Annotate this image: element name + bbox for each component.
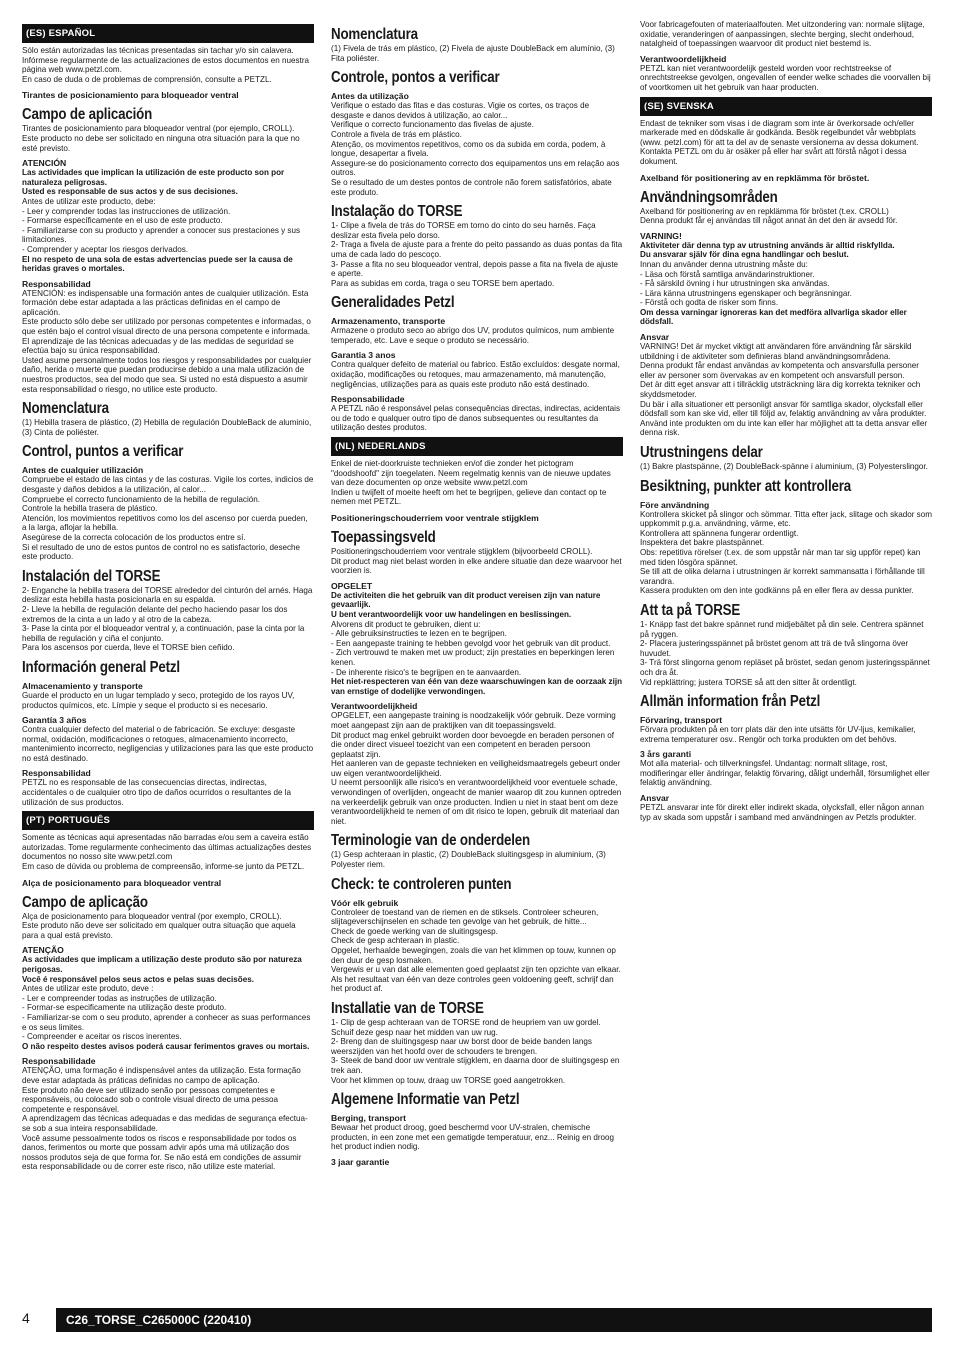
- paragraph: Compruebe el estado de las cintas y de las costuras. Vigile los cortes, indicios de desgaste y daños debidos a la utilización, al calor... Compruebe el correcto funcionamiento de la hebilla de regulación. Controle la hebilla trasera de plástico. Atención, los movimientos repetitivos como los del ascenso por cuerda pueden, a la larga, aflojar la hebilla. Asegúrese de la correcta colocación de los productos entre sí. Si el resultado de uno de estos puntos de control no es satisfactorio, deseche este producto.: [22, 475, 314, 562]
- warning-paragraph: As actividades que implicam a utilização deste produto são por natureza perigosas. Você é responsável pelos seus actos e pelas suas decisões.: [22, 955, 302, 984]
- section-heading: Nomenclatura: [22, 400, 109, 418]
- subsection-heading: Almacenamiento y transporte: [22, 680, 143, 691]
- section-heading: Campo de aplicação: [22, 893, 148, 911]
- section-heading: Terminologie van de onderdelen: [331, 832, 531, 850]
- subsection-heading: Responsabilidad: [22, 768, 91, 779]
- paragraph: 2- Enganche la hebilla trasera del TORSE alrededor del cinturón del arnés. Haga deslizar esta hebilla hasta posicionarla en su espalda. 2- Lleve la hebilla de regulación delante del pecho haciendo pasar los dos extremos de la cinta a un lado y al otro de la cabeza. 3- Pase la cinta por el bloqueador ventral y, a continuación, pase la cinta por la hebilla de regulación y ciña el conjunto. Para los ascensos por cuerda, lleve el TORSE bien ceñido.: [22, 585, 313, 653]
- paragraph: Antes de utilizar este producto, debe: - Leer y comprender todas las instrucciones de utilización. - Formarse específicamente en el uso de este producto. - Familiarizarse con su producto y aprender a conocer sus prestaciones y sus limitaciones. - Comprender y aceptar los riesgos derivados.: [22, 196, 301, 254]
- subsection-heading: ATENCIÓN: [22, 158, 67, 169]
- section-heading: Instalación del TORSE: [22, 567, 161, 585]
- warning-paragraph: O não respeito destes avisos poderá causar ferimentos graves ou mortais.: [22, 1041, 310, 1051]
- paragraph: (1) Hebilla trasera de plástico, (2) Hebilla de regulación DoubleBack de aluminio, (3) Cinta de poliéster.: [22, 418, 312, 437]
- section-heading: Campo de aplicación: [22, 106, 153, 124]
- column-1: [22, 20, 314, 1172]
- subsection-heading: ATENÇÃO: [22, 945, 64, 956]
- warning-paragraph: Las actividades que implican la utilización de este producto son por naturaleza peligrosas. Usted es responsable de sus actos y de sus decisiones.: [22, 168, 285, 197]
- paragraph: A PETZL não é responsável pelas consequências directas, indirectas, acidentais ou de todo e qualquer outro tipo de danos subsequentes ou resultantes da utilização destes produtos.: [331, 404, 620, 433]
- section-heading: Controle, pontos a verificar: [331, 69, 500, 87]
- product-description: Tirantes de posicionamiento para bloqueador ventral: [22, 90, 239, 101]
- paragraph: Sólo están autorizadas las técnicas presentadas sin tachar y/o sin calavera. Infórmese regularmente de las actualizaciones de estos documentos en nuestra página web www.petzl.com. En caso de duda o de problemas de comprensión, consulte a PETZL.: [22, 46, 310, 84]
- paragraph: ATENÇÃO, uma formação é indispensável antes da utilização. Esta formação deve estar adaptada às práticas definidas no campo de aplicação. Este produto não deve ser utilizado senão por pessoas competentes e responsáveis, ou colocado sob o controle visual directo de uma pessoa competente e responsável. A aprendizagem das técnicas adequadas e das medidas de segurança efectua-se sob a sua inteira responsabilidade. Você assume pessoalmente todos os riscos e responsabilidade por todos os danos, ferimentos ou morte que possam advir após uma má utilização dos nossos produtos seja de que forma for. Se não está em condições de assumir esta responsabilidade ou de correr este risco, não utilize este material.: [22, 1066, 308, 1172]
- paragraph: 1- Clip de gesp achteraan van de TORSE rond de heupriem van uw gordel. Schuif deze gesp naar het midden van uw rug. 2- Breng dan de sluitingsgesp naar uw borst door de beide banden langs weerszijden van het hoofd over de schouders te brengen. 3- Steek de band door uw ventrale stijgklem, en daarna door de sluitingsgesp en trek aan. Voor het klimmen op touw, draag uw TORSE goed aangetrokken.: [331, 1017, 620, 1085]
- subsection-heading: Garantía 3 años: [22, 715, 87, 726]
- paragraph: Contra cualquier defecto del material o de fabricación. Se excluye: desgaste normal, oxidación, modificaciones o retoques, almacenamiento incorrecto, mantenimiento incorrecto, negligencias y utilizaciones para las que este producto no está destinado.: [22, 725, 314, 763]
- subsection-heading: Ansvar: [640, 332, 670, 343]
- paragraph: 1- Knäpp fast det bakre spännet rund midjebältet på din sele. Centrera spännet på ryggen. 2- Placera justeringsspännet på bröstet genom att trä de två slingorna över huvudet. 3- Trä först slingorna genom repläset på bröstet, sedan genom justeringsspännet och dra åt. Vid repklättring; justera TORSE så att den sitter åt ordentligt.: [640, 619, 930, 687]
- subsection-heading: Vóór elk gebruik: [331, 897, 399, 908]
- paragraph: PETZL ansvarar inte för direkt eller indirekt skada, olycksfall, eller någon annan typ av skada som uppstår i samband med användningen av Petzls produkter.: [640, 803, 925, 822]
- subsection-heading: Antes de cualquier utilización: [22, 465, 144, 476]
- subsection-heading: Verantwoordelijkheid: [640, 53, 727, 64]
- paragraph: ATENCIÓN: es indispensable una formación antes de cualquier utilización. Esta formación debe estar adaptada a las prácticas definidas en el campo de aplicación. Este producto sólo debe ser utilizado por personas competentes e informadas, o que estén bajo el control visual directo de una persona competente e informada. El aprendizaje de las técnicas adecuadas y de las medidas de seguridad se efectúa bajo su única responsabilidad. Usted asume personalmente todos los riesgos y responsabilidades por cualquier daño, herida o muerte que puedan producirse debido a una mala utilización de nuestros productos, sea del modo que sea. Si usted no está dispuesto a asumir esta responsabilidad o riesgo, no utilice este producto.: [22, 288, 312, 394]
- section-heading: Toepassingsveld: [331, 529, 436, 546]
- subsection-heading: Före användning: [640, 499, 710, 510]
- subsection-heading: Förvaring, transport: [640, 715, 723, 726]
- section-heading: Användningsområden: [640, 188, 778, 206]
- paragraph: Innan du använder denna utrustning måste du: - Läsa och förstå samtliga användarinstruktioner. - Få särskild övning i hur utrustningen ska användas. - Lära känna utrustningens egenskaper och begränsningar. - Förstå och godta de risker som finns.: [640, 259, 852, 308]
- paragraph: (1) Fivela de trás em plástico, (2) Fivela de ajuste DoubleBack em alumínio, (3) Fita poliéster.: [331, 44, 615, 63]
- subsection-heading: Antes da utilização: [331, 91, 409, 102]
- section-heading: Check: te controleren punten: [331, 875, 512, 893]
- paragraph: (1) Gesp achteraan in plastic, (2) DoubleBack sluitingsgesp in aluminium, (3) Polyester riem.: [331, 850, 606, 870]
- paragraph: Guarde el producto en un lugar templado y seco, protegido de los rayos UV, productos químicos, etc. Límpie y seque el producto si es necesario.: [22, 690, 295, 710]
- paragraph: Controleer de toestand van de riemen en de stiksels. Controleer scheuren, slijtageverschijnselen en schade ten gevolge van het gebruik, de hitte... Check de goede werking van de sluitingsgesp. Check de gesp achteraan in plastic. Opgelet, herhaalde bewegingen, zoals die van het klimmen op touw, kunnen op den duur de gesp losmaken. Vergewis er u van dat alle elementen goed geplaatst zijn ten opzichte van elkaar. Als het resultaat van één van deze controles geen voldoening geeft, schrijf dan het product af.: [331, 907, 621, 994]
- paragraph: OPGELET, een aangepaste training is noodzakelijk vóór gebruik. Deze vorming moet aangepast zijn aan de praktijken van dit toepassingsveld. Dit product mag enkel gebruikt worden door bevoegde en beraden personen of die onder direct visueel toezicht van een competent en beraden persoon geplaatst zijn. Het aanleren van de gepaste technieken en veiligheidsmaatregels gebeurt onder uw eigen verantwoordelijkheid. U neemt persoonlijk alle risico's en verantwoordelijkheid voor eventuele schade, verwondingen of overlijden, ongeacht de manier waarop dit zou kunnen optreden na verkeerdelijk gebruik van onze producten. Indien u niet in staat bent om deze verantwoordelijkheid te nemen of om dit risico te lopen, gebruik dit materiaal dan niet.: [331, 711, 622, 826]
- section-heading: Besiktning, punkter att kontrollera: [640, 477, 852, 495]
- paragraph: Somente as técnicas aqui apresentadas não barradas e/ou sem a caveira estão autorizadas. Tome regularmente conhecimento das últimas actualizações destes documentos no nosso site www.petzl.com Em caso de dúvida ou problema de compreensão, informe-se junto da PETZL.: [22, 833, 312, 872]
- section-heading: Algemene Informatie van Petzl: [331, 1091, 520, 1109]
- product-description: Alça de posicionamento para bloqueador ventral: [22, 877, 222, 888]
- footer-doc-code: C26_TORSE_C265000C (220410): [56, 1308, 932, 1332]
- language-section-header: (SE) SVENSKA: [640, 97, 932, 116]
- subsection-heading: Armazenamento, transporte: [331, 316, 446, 327]
- section-heading: Nomenclatura: [331, 26, 418, 43]
- paragraph: Alça de posicionamento para bloqueador ventral (por exemplo, CROLL). Este produto não deve ser solicitado em qualquer outra situação que aquela para a qual está previsto.: [22, 911, 296, 940]
- paragraph: Kontrollera skicket på slingor och sömmar. Titta efter jack, slitage och skador som uppkommit p.g.a. användning, värme, etc. Kontrollera att spännena fungerar ordentligt. Inspektera det bakre plastspännet. Obs: repetitiva rörelser (t.ex. de som uppstår när man tar sig uppför repet) kan med tiden lösgöra spännet. Se till att de olika delarna i utrustningen är korrekt sammansatta i förhållande till varandra. Kassera produkten om den inte godkänns på en eller flera av dessa punkter.: [640, 509, 932, 596]
- product-description: Axelband för positionering av en repklämma för bröstet.: [640, 172, 870, 183]
- column-3: [640, 20, 932, 822]
- paragraph: VARNING! Det är mycket viktigt att användaren före användning får särskild utbildning i de aktiviteter som definieras bland användningsområdena. Denna produkt får endast användas av kompetenta och ansvarsfulla personer eller av personer som övervakas av en kompetent och ansvarsfull person. Det är ditt eget ansvar att i tillräcklig utsträckning lära dig korrekta tekniker och skyddsmetoder. Du bär i alla situationer ett personligt ansvar för samtliga skador, olycksfall eller dödsfall som kan ske vid, eller till följd av, felaktig användning av våra produkter. Använd inte produkten om du inte kan eller har möjlighet att ta detta ansvar eller denna risk.: [640, 342, 928, 438]
- paragraph: Förvara produkten på en torr plats där den inte utsätts för UV-ljus, kemikalier, extrema temperaturer osv.. Rengör och torka produkten om det behövs.: [640, 725, 916, 744]
- paragraph: Alvorens dit product te gebruiken, dient u: - Alle gebruiksinstructies te lezen en te begrijpen. - Een aangepaste training te hebben gevolgd voor het gebruik van dit product. - Zich vertrouwd te maken met uw product; zijn prestaties en beperkingen leren kenen. - De inherente risico's te begrijpen en te aanvaarden.: [331, 619, 615, 677]
- subsection-heading: Responsabilidade: [22, 1056, 96, 1067]
- section-heading: Información general Petzl: [22, 658, 180, 676]
- paragraph: PETZL kan niet verantwoordelijk gesteld worden voor rechtstreekse of onrechtstreekse gevolgen, ongevallen of eender welke schades die voorvallen bij of voortkomen uit het gebruik van haar producten.: [640, 63, 931, 92]
- paragraph: Voor fabricagefouten of materiaalfouten. Met uitzondering van: normale slijtage, oxidatie, veranderingen of aanpassingen, slechte berging, slecht onderhoud, natalgheid of toepassingen waarvoor dit product niet bestemd is.: [640, 20, 925, 49]
- subsection-heading: 3 års garanti: [640, 749, 692, 760]
- paragraph: PETZL no es responsable de las consecuencias directas, indirectas, accidentales o de cualquier otro tipo de daños ocurridos o resultantes de la utilización de sus productos.: [22, 778, 292, 807]
- paragraph: Bewaar het product droog, goed beschermd voor UV-stralen, chemische producten, in een zone met een gematigde temperatuur, enz... Reinig en droog het product indien nodig.: [331, 1123, 615, 1152]
- subsection-heading: Responsabilidad: [22, 278, 91, 289]
- paragraph: Verifique o estado das fitas e das costuras. Vigie os cortes, os traços de desgaste e danos devidos à utilização, ao calor... Verifique o correcto funcionamento das fivelas de ajuste. Controle a fivela de trás em plástico. Atenção, os movimentos repetitivos, como os da subida em corda, podem, à longue, desapertar a fivela. Assegure-se do posicionamento correcto dos equipamentos uns em relação aos outros. Se o resultado de um destes pontos de controle não forem satisfatórios, abate este produto.: [331, 101, 620, 197]
- paragraph: Armazene o produto seco ao abrigo dos UV, produtos químicos, num ambiente temperado, etc. Lave e seque o produto se necessário.: [331, 326, 615, 345]
- warning-paragraph: El no respeto de una sola de estas advertencias puede ser la causa de heridas graves o mortales.: [22, 254, 293, 274]
- language-section-header: (NL) NEDERLANDS: [331, 437, 623, 456]
- language-section-header: (PT) PORTUGUÊS: [22, 811, 314, 830]
- product-description: Positioneringschouderriem voor ventrale stijgklem: [331, 513, 539, 523]
- section-heading: Installatie van de TORSE: [331, 999, 484, 1017]
- paragraph: Mot alla material- och tillverkningsfel. Undantag: normalt slitage, rost, modifieringar eller ändringar, felaktig förvaring, dåligt underhåll, försumlighet eller felaktig användning.: [640, 759, 930, 788]
- subsection-heading: Garantia 3 anos: [331, 350, 396, 361]
- subsection-heading: 3 jaar garantie: [331, 1156, 390, 1167]
- paragraph: (1) Bakre plastspänne, (2) DoubleBack-spänne i aluminium, (3) Polyesterslingor.: [640, 462, 928, 471]
- subsection-heading: Ansvar: [640, 793, 670, 804]
- warning-paragraph: Om dessa varningar ignoreras kan det medföra allvarliga skador eller dödsfall.: [640, 307, 907, 327]
- paragraph: Tirantes de posicionamiento para bloqueador ventral (por ejemplo, CROLL). Este producto no debe ser solicitado en ninguna otra situación para la que no esté previsto.: [22, 124, 300, 153]
- paragraph: Axelband för positionering av en repklämma för bröstet (t.ex. CROLL) Denna produkt får ej användas till något annat än det den är avsedd för.: [640, 206, 898, 226]
- subsection-heading: Berging, transport: [331, 1113, 406, 1124]
- subsection-heading: Responsabilidade: [331, 394, 405, 405]
- warning-paragraph: De activiteiten die het gebruik van dit product vereisen zijn van nature gevaarlijk. U bent verantwoordelijk voor uw handelingen en beslissingen.: [331, 590, 601, 619]
- warning-paragraph: Aktiviteter där denna typ av utrustning används är alltid riskfyllda. Du ansvarar själv för dina egna handlingar och beslut.: [640, 240, 895, 260]
- paragraph: Contra qualquer defeito de material ou fabrico. Estão excluídos: desgate normal, oxidação, modificações ou retoques, mau armazenamento, má manutenção, negligências, utilizações para as quais este produto não está destinado.: [331, 360, 620, 389]
- subsection-heading: VARNING!: [640, 230, 682, 241]
- column-2: [331, 20, 623, 1167]
- section-heading: Instalação do TORSE: [331, 203, 463, 221]
- paragraph: Antes de utilizar este produto, deve : - Ler e compreender todas as instruções de utilização. - Formar-se especificamente na utilização deste produto. - Familiarizar-se com o seu produto, aprender a conhecer as suas performances e os seus limites. - Compreender e aceitar os riscos inerentes.: [22, 984, 311, 1042]
- paragraph: Enkel de niet-doorkruiste technieken en/of die zonder het pictogram "doodshoofd" zijn toegelaten. Neem regelmatig kennis van de nieuwe updates van deze documenten op onze website www.petzl.com Indien u twijfelt of moeite heeft om het te begrijpen, gelieve dan contact op te nemen met PETZL.: [331, 459, 611, 507]
- page-footer: [22, 1308, 932, 1332]
- section-heading: Generalidades Petzl: [331, 294, 455, 312]
- paragraph: Endast de tekniker som visas i de diagram som inte är överkorsade och/eller markerade med en dödskalle är godkända. Besök regelbundet vår webbplats (www. petzl.com) för att ta del av de senaste versionerna av dessa dokument. Kontakta PETZL om du är osäker på eller har svårt att förstå något i dessa dokument.: [640, 118, 919, 166]
- section-heading: Allmän information från Petzl: [640, 693, 821, 711]
- page-number: 4: [22, 1310, 30, 1326]
- paragraph: 1- Clipe a fivela de trás do TORSE em torno do cinto do seu harnês. Faça deslizar esta fivela pelo dorso. 2- Traga a fivela de ajuste para a frente do peito passando as duas pontas da fita uma de cada lado do pescoço. 3- Passe a fita no seu bloqueador ventral, depois passe a fita na fivela de ajuste e aperte. Para as subidas em corda, traga o seu TORSE bem apertado.: [331, 221, 623, 288]
- language-section-header: (ES) ESPAÑOL: [22, 24, 314, 43]
- subsection-heading: Verantwoordelijkheid: [331, 701, 418, 712]
- section-heading: Att ta på TORSE: [640, 601, 741, 619]
- paragraph: Positioneringschouderriem voor ventrale stijgklem (bijvoorbeeld CROLL). Dit product mag niet belast worden in elke andere situatie dan deze waarvoor het voorzien is.: [331, 547, 622, 576]
- warning-paragraph: Het niet-respecteren van één van deze waarschuwingen kan de oorzaak zijn van ernstige of dodelijke verwondingen.: [331, 677, 623, 696]
- section-heading: Utrustningens delar: [640, 444, 763, 461]
- subsection-heading: OPGELET: [331, 580, 373, 591]
- section-heading: Control, puntos a verificar: [22, 443, 184, 461]
